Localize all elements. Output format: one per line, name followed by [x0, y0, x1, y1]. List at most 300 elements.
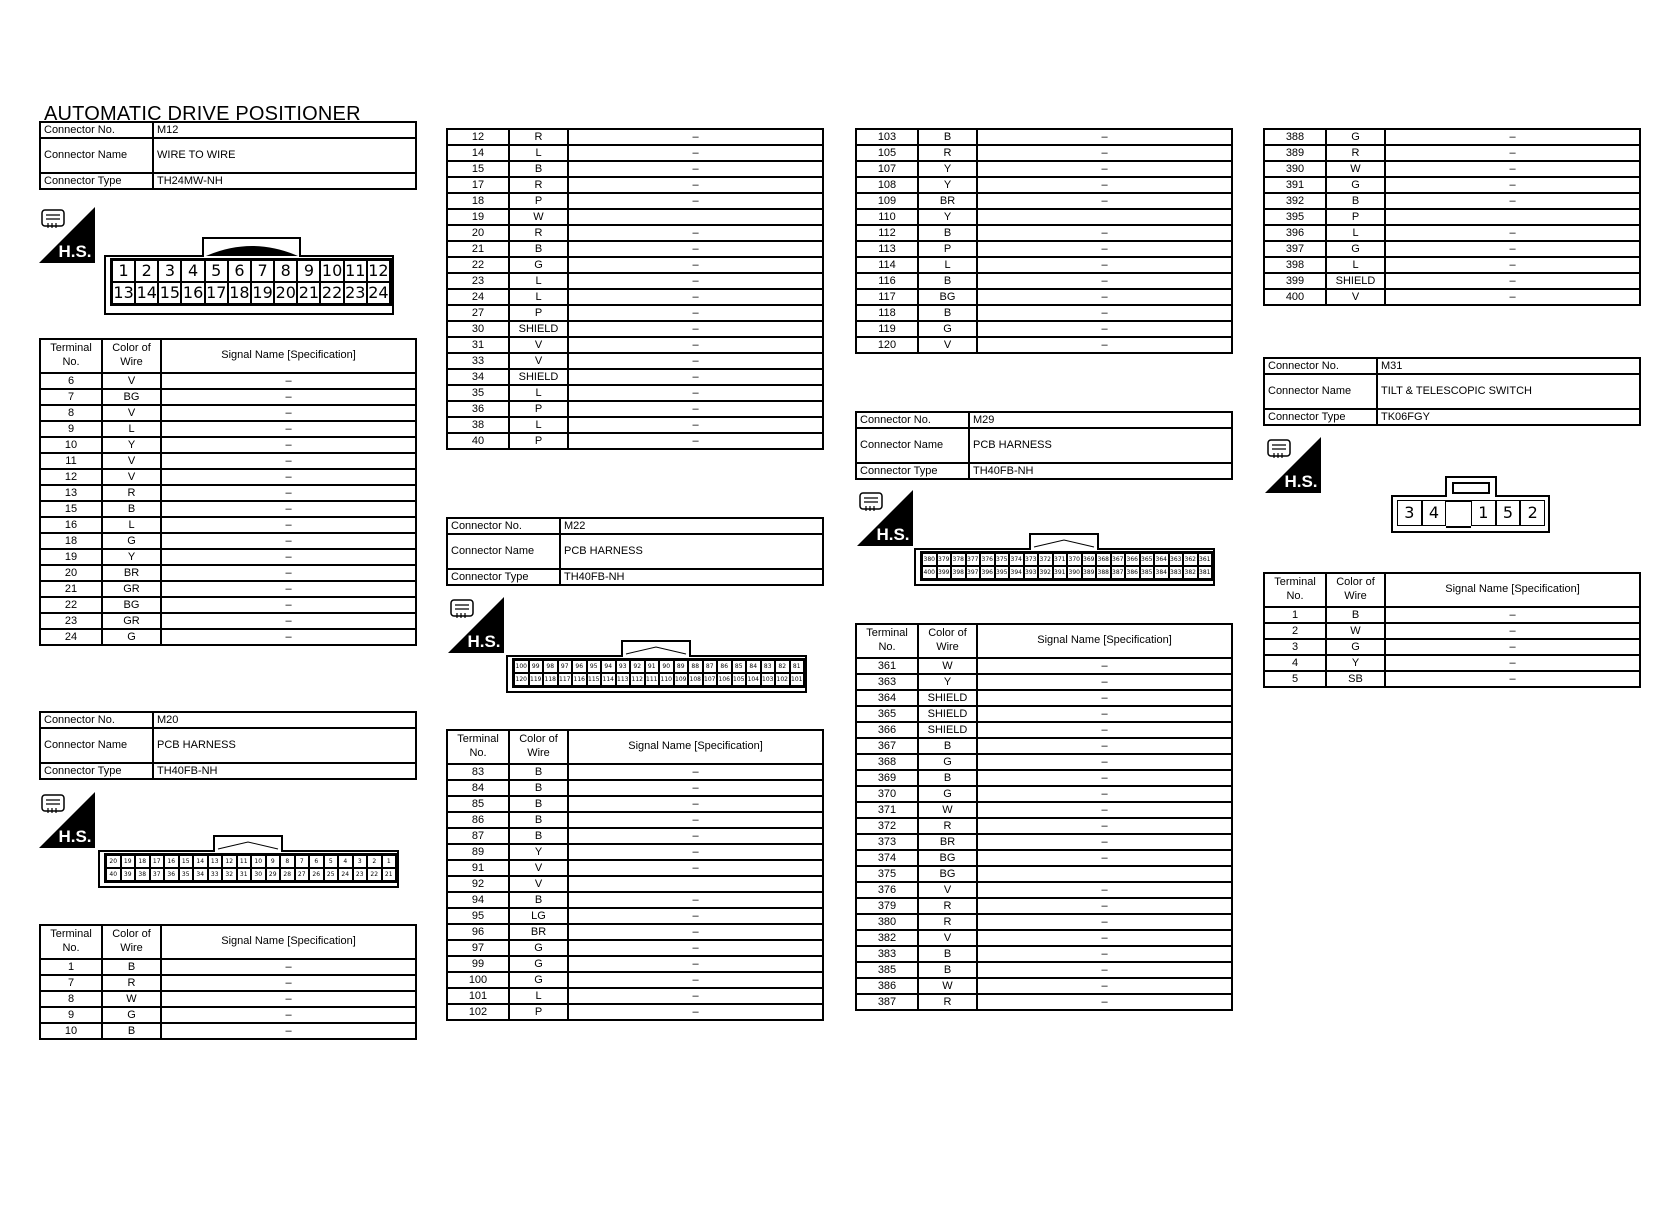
terminal-no-cell: 22: [447, 257, 509, 273]
hs-icon: [39, 207, 95, 263]
connector-pin: 2: [367, 855, 382, 868]
signal-name-cell: –: [161, 1007, 416, 1023]
terminal-no-cell: 118: [856, 305, 918, 321]
table-row: [447, 892, 823, 908]
connector-pin: 6: [309, 855, 324, 868]
wire-color-cell: BG: [918, 289, 977, 305]
terminal-no-cell: 361: [856, 658, 918, 674]
connector-type-value: TH40FB-NH: [153, 763, 416, 779]
terminal-no-cell: 92: [447, 876, 509, 892]
connector-pin: 12: [222, 855, 237, 868]
connector-no-value: M31: [1377, 358, 1640, 374]
signal-name-cell: –: [977, 289, 1232, 305]
terminal-no-cell: 21: [447, 241, 509, 257]
connector-type-value: TK06FGY: [1377, 409, 1640, 425]
terminal-no-cell: 15: [447, 161, 509, 177]
connector-pin: 3: [353, 855, 368, 868]
table-row: [856, 962, 1232, 978]
wire-color-cell: L: [918, 257, 977, 273]
table-row: [447, 193, 823, 209]
terminal-no-cell: 1: [40, 959, 102, 975]
terminal-no-cell: 391: [1264, 177, 1326, 193]
wire-color-cell: B: [918, 225, 977, 241]
connector-pin: 398: [951, 566, 966, 579]
table-row: [1264, 257, 1640, 273]
table-row: [40, 975, 416, 991]
terminal-no-cell: 86: [447, 812, 509, 828]
connector-info-m31: [1263, 357, 1641, 426]
terminal-no-cell: 11: [40, 453, 102, 469]
terminal-no-cell: 119: [856, 321, 918, 337]
signal-name-cell: –: [161, 613, 416, 629]
signal-name-cell: –: [568, 321, 823, 337]
wire-color-cell: V: [1326, 289, 1385, 305]
table-row: [447, 241, 823, 257]
connector-pin: 92: [630, 660, 645, 673]
table-row: [1264, 177, 1640, 193]
table-row: [40, 501, 416, 517]
pin-grid-m31: [1397, 500, 1545, 528]
table-row: [447, 828, 823, 844]
terminal-no-cell: 399: [1264, 273, 1326, 289]
wire-color-cell: G: [918, 786, 977, 802]
signal-name-cell: [568, 209, 823, 225]
table-row: [856, 994, 1232, 1010]
table-row: [447, 780, 823, 796]
table-row: [856, 770, 1232, 786]
signal-name-cell: –: [161, 469, 416, 485]
connector-name-value: PCB HARNESS: [560, 534, 823, 569]
signal-name-cell: –: [977, 818, 1232, 834]
wire-color-cell: B: [918, 305, 977, 321]
connector-pin: 23: [345, 283, 366, 302]
table-row: [856, 225, 1232, 241]
wire-color-cell: R: [918, 145, 977, 161]
connector-pin: 101: [790, 673, 805, 686]
table-row: [856, 193, 1232, 209]
signal-name-cell: –: [977, 321, 1232, 337]
wire-color-cell: B: [509, 780, 568, 796]
terminal-no-cell: 392: [1264, 193, 1326, 209]
connector-pin: 87: [703, 660, 718, 673]
wire-color-cell: SHIELD: [918, 706, 977, 722]
connector-type-label: Connector Type: [856, 463, 969, 479]
connector-pin: 379: [937, 553, 952, 566]
connector-pin: 367: [1111, 553, 1126, 566]
pin-grid-m20: [104, 853, 398, 883]
signal-name-cell: [1385, 209, 1640, 225]
connector-pin: 373: [1024, 553, 1039, 566]
signal-name-cell: –: [977, 145, 1232, 161]
connector-pin: 94: [601, 660, 616, 673]
wire-color-cell: V: [102, 453, 161, 469]
table-row: [40, 581, 416, 597]
wire-color-cell: B: [918, 273, 977, 289]
terminal-no-cell: 10: [40, 437, 102, 453]
signal-name-cell: –: [568, 161, 823, 177]
table-row: [40, 517, 416, 533]
terminal-no-header: Terminal No.: [40, 925, 102, 959]
wire-color-cell: G: [1326, 177, 1385, 193]
connector-pin: 85: [732, 660, 747, 673]
table-row: [447, 161, 823, 177]
wire-color-cell: R: [918, 818, 977, 834]
table-row: [856, 257, 1232, 273]
wire-color-cell: W: [918, 978, 977, 994]
color-of-wire-header: Color of Wire: [1326, 573, 1385, 607]
connector-pin: 1: [1471, 500, 1496, 526]
signal-name-cell: –: [1385, 177, 1640, 193]
wire-color-cell: B: [918, 946, 977, 962]
connector-pin: 7: [251, 260, 274, 282]
connector-pin: 362: [1183, 553, 1198, 566]
signal-name-cell: –: [568, 241, 823, 257]
connector-pin: 8: [280, 855, 295, 868]
terminal-no-cell: 107: [856, 161, 918, 177]
connector-pin: 102: [775, 673, 790, 686]
wire-color-cell: V: [918, 930, 977, 946]
table-row: [40, 629, 416, 645]
connector-pin: 368: [1096, 553, 1111, 566]
wire-color-cell: Y: [509, 844, 568, 860]
table-row: [856, 786, 1232, 802]
terminal-no-cell: 365: [856, 706, 918, 722]
connector-pin: 91: [645, 660, 660, 673]
terminal-no-cell: 89: [447, 844, 509, 860]
signal-name-cell: –: [568, 860, 823, 876]
connector-pin: 393: [1024, 566, 1039, 579]
connector-pin: 4: [1422, 500, 1447, 526]
terminal-no-cell: 85: [447, 796, 509, 812]
table-row: [447, 876, 823, 892]
terminal-no-cell: 100: [447, 972, 509, 988]
wire-color-cell: B: [509, 892, 568, 908]
signal-name-header: Signal Name [Specification]: [161, 339, 416, 373]
terminal-no-cell: 389: [1264, 145, 1326, 161]
wire-color-cell: R: [102, 485, 161, 501]
signal-name-cell: –: [568, 225, 823, 241]
table-row: [1264, 161, 1640, 177]
terminal-no-cell: 397: [1264, 241, 1326, 257]
connector-pin: 100: [514, 660, 529, 673]
connector-pin: 21: [382, 868, 397, 881]
connector-pin: 372: [1038, 553, 1053, 566]
table-row: [40, 485, 416, 501]
terminal-no-cell: 398: [1264, 257, 1326, 273]
signal-name-cell: –: [977, 770, 1232, 786]
terminal-no-cell: 369: [856, 770, 918, 786]
terminal-no-cell: 22: [40, 597, 102, 613]
terminal-table-m20-continued: [446, 128, 824, 450]
connector-pin: 30: [251, 868, 266, 881]
signal-name-cell: –: [977, 930, 1232, 946]
signal-name-cell: –: [568, 433, 823, 449]
table-row: [447, 972, 823, 988]
terminal-no-cell: 109: [856, 193, 918, 209]
table-row: [447, 257, 823, 273]
wire-color-cell: B: [509, 812, 568, 828]
wire-color-cell: G: [1326, 129, 1385, 145]
table-row: [447, 956, 823, 972]
connector-pin: 392: [1038, 566, 1053, 579]
connector-no-label: Connector No.: [1264, 358, 1377, 374]
connector-pin: 389: [1082, 566, 1097, 579]
signal-name-cell: [568, 876, 823, 892]
signal-name-cell: –: [977, 690, 1232, 706]
terminal-no-cell: 363: [856, 674, 918, 690]
signal-name-cell: –: [1385, 257, 1640, 273]
terminal-no-cell: 388: [1264, 129, 1326, 145]
terminal-no-cell: 30: [447, 321, 509, 337]
table-row: [447, 401, 823, 417]
wire-color-cell: L: [1326, 225, 1385, 241]
signal-name-cell: –: [161, 517, 416, 533]
connector-pin: 386: [1125, 566, 1140, 579]
signal-name-cell: –: [977, 882, 1232, 898]
terminal-no-cell: 33: [447, 353, 509, 369]
wire-color-cell: G: [509, 956, 568, 972]
wire-color-cell: Y: [1326, 655, 1385, 671]
connector-pin: 111: [645, 673, 660, 686]
wire-color-cell: BG: [918, 866, 977, 882]
table-row: [856, 690, 1232, 706]
terminal-no-cell: 387: [856, 994, 918, 1010]
wire-color-cell: B: [509, 241, 568, 257]
signal-name-cell: –: [977, 241, 1232, 257]
table-row: [40, 469, 416, 485]
hs-icon: [448, 597, 504, 653]
wire-color-cell: Y: [918, 209, 977, 225]
signal-name-header: Signal Name [Specification]: [161, 925, 416, 959]
wire-color-cell: SHIELD: [509, 369, 568, 385]
connector-pin: 5: [1496, 500, 1521, 526]
signal-name-cell: –: [568, 337, 823, 353]
connector-pin: 90: [659, 660, 674, 673]
terminal-no-cell: 103: [856, 129, 918, 145]
wire-color-cell: B: [509, 764, 568, 780]
connector-pin: 31: [237, 868, 252, 881]
terminal-no-cell: 371: [856, 802, 918, 818]
connector-type-label: Connector Type: [40, 763, 153, 779]
wire-color-cell: G: [509, 972, 568, 988]
connector-no-label: Connector No.: [40, 122, 153, 138]
connector-pin: 28: [280, 868, 295, 881]
table-row: [447, 321, 823, 337]
signal-name-cell: –: [568, 289, 823, 305]
wire-color-cell: B: [509, 796, 568, 812]
connector-pin: 8: [274, 260, 297, 282]
terminal-no-cell: 20: [40, 565, 102, 581]
signal-name-cell: –: [977, 674, 1232, 690]
table-row: [856, 273, 1232, 289]
connector-pin: 103: [761, 673, 776, 686]
connector-pin: 39: [121, 868, 136, 881]
table-row: [856, 930, 1232, 946]
signal-name-cell: –: [568, 353, 823, 369]
connector-name-value: PCB HARNESS: [153, 728, 416, 763]
terminal-no-cell: 84: [447, 780, 509, 796]
table-row: [447, 177, 823, 193]
wire-color-cell: V: [509, 860, 568, 876]
connector-pin: 16: [164, 855, 179, 868]
signal-name-cell: –: [161, 629, 416, 645]
signal-name-cell: –: [161, 437, 416, 453]
wire-color-cell: G: [102, 629, 161, 645]
connector-pin: 37: [150, 868, 165, 881]
signal-name-cell: –: [1385, 225, 1640, 241]
connector-pin: 38: [135, 868, 150, 881]
signal-name-cell: –: [161, 485, 416, 501]
wire-color-cell: B: [1326, 193, 1385, 209]
table-row: [447, 1004, 823, 1020]
wire-color-cell: Y: [102, 437, 161, 453]
terminal-no-cell: 34: [447, 369, 509, 385]
connector-pin: 18: [229, 283, 250, 302]
wire-color-cell: L: [509, 273, 568, 289]
signal-name-cell: –: [568, 369, 823, 385]
connector-pin: 89: [674, 660, 689, 673]
page-title: AUTOMATIC DRIVE POSITIONER: [44, 103, 361, 125]
table-row: [856, 850, 1232, 866]
terminal-no-header: Terminal No.: [856, 624, 918, 658]
wire-color-cell: B: [918, 129, 977, 145]
terminal-no-cell: 18: [447, 193, 509, 209]
connector-pin: 32: [222, 868, 237, 881]
connector-no-value: M12: [153, 122, 416, 138]
wire-color-cell: B: [509, 828, 568, 844]
connector-info-m29: [855, 411, 1233, 480]
connector-pin: 376: [980, 553, 995, 566]
terminal-no-cell: 19: [40, 549, 102, 565]
terminal-no-cell: 373: [856, 834, 918, 850]
wire-color-cell: BG: [102, 597, 161, 613]
table-row: [1264, 129, 1640, 145]
connector-pin: 104: [746, 673, 761, 686]
wire-color-cell: B: [102, 1023, 161, 1039]
connector-pin: 2: [1520, 500, 1545, 526]
terminal-no-cell: 366: [856, 722, 918, 738]
table-row: [447, 209, 823, 225]
terminal-no-cell: 8: [40, 991, 102, 1007]
table-row: [856, 898, 1232, 914]
wire-color-cell: L: [102, 517, 161, 533]
wire-color-cell: GR: [102, 581, 161, 597]
wire-color-cell: BR: [918, 834, 977, 850]
wire-color-cell: L: [509, 145, 568, 161]
terminal-no-cell: 99: [447, 956, 509, 972]
connector-pin: 387: [1111, 566, 1126, 579]
hs-icon: [857, 490, 913, 546]
table-row: [856, 722, 1232, 738]
table-row: [447, 940, 823, 956]
connector-pin: 1: [112, 260, 135, 282]
signal-name-cell: –: [161, 565, 416, 581]
signal-name-cell: –: [568, 273, 823, 289]
table-row: [447, 385, 823, 401]
table-row: [856, 337, 1232, 353]
connector-pin: 20: [106, 855, 121, 868]
signal-name-cell: –: [568, 908, 823, 924]
wire-color-cell: R: [509, 177, 568, 193]
terminal-no-cell: 3: [1264, 639, 1326, 655]
connector-pin: 83: [761, 660, 776, 673]
connector-name-value: PCB HARNESS: [969, 428, 1232, 463]
signal-name-cell: –: [161, 501, 416, 517]
terminal-no-cell: 7: [40, 975, 102, 991]
signal-name-cell: –: [977, 946, 1232, 962]
connector-pin: 112: [630, 673, 645, 686]
connector-type-value: TH40FB-NH: [969, 463, 1232, 479]
wire-color-cell: G: [1326, 241, 1385, 257]
table-row: [40, 1023, 416, 1039]
wire-color-cell: W: [1326, 623, 1385, 639]
wire-color-cell: B: [918, 770, 977, 786]
terminal-no-cell: 379: [856, 898, 918, 914]
terminal-no-cell: 382: [856, 930, 918, 946]
hs-icon: [39, 792, 95, 848]
connector-no-value: M20: [153, 712, 416, 728]
terminal-no-cell: 6: [40, 373, 102, 389]
signal-name-cell: –: [161, 405, 416, 421]
signal-name-cell: –: [977, 161, 1232, 177]
signal-name-cell: –: [977, 722, 1232, 738]
table-row: [856, 946, 1232, 962]
table-row: [1264, 289, 1640, 305]
signal-name-cell: –: [568, 129, 823, 145]
signal-name-cell: –: [161, 581, 416, 597]
table-row: [40, 597, 416, 613]
connector-no-label: Connector No.: [856, 412, 969, 428]
connector-pin: [1446, 500, 1471, 528]
table-row: [856, 209, 1232, 225]
connector-pin: 5: [205, 260, 228, 282]
table-row: [40, 389, 416, 405]
signal-name-cell: –: [977, 337, 1232, 353]
table-row: [856, 706, 1232, 722]
table-row: [856, 145, 1232, 161]
terminal-no-cell: 35: [447, 385, 509, 401]
connector-type-label: Connector Type: [447, 569, 560, 585]
connector-pin: 88: [688, 660, 703, 673]
signal-name-cell: –: [161, 453, 416, 469]
connector-no-label: Connector No.: [447, 518, 560, 534]
connector-pin: 369: [1082, 553, 1097, 566]
connector-pin: 375: [995, 553, 1010, 566]
connector-pin: 397: [966, 566, 981, 579]
connector-pin: 7: [295, 855, 310, 868]
table-row: [1264, 145, 1640, 161]
terminal-no-cell: 112: [856, 225, 918, 241]
terminal-no-cell: 40: [447, 433, 509, 449]
connector-pin: 109: [674, 673, 689, 686]
wire-color-cell: G: [102, 1007, 161, 1023]
table-row: [447, 225, 823, 241]
terminal-no-cell: 372: [856, 818, 918, 834]
signal-name-cell: –: [1385, 289, 1640, 305]
connector-pin: 3: [158, 260, 181, 282]
table-row: [856, 818, 1232, 834]
signal-name-cell: –: [568, 257, 823, 273]
terminal-no-cell: 10: [40, 1023, 102, 1039]
signal-name-cell: –: [977, 225, 1232, 241]
table-row: [856, 321, 1232, 337]
signal-name-cell: –: [568, 145, 823, 161]
connector-type-label: Connector Type: [40, 173, 153, 189]
signal-name-header: Signal Name [Specification]: [568, 730, 823, 764]
wire-color-cell: Y: [918, 674, 977, 690]
connector-pin: 1: [382, 855, 397, 868]
connector-pin: 16: [182, 283, 204, 302]
